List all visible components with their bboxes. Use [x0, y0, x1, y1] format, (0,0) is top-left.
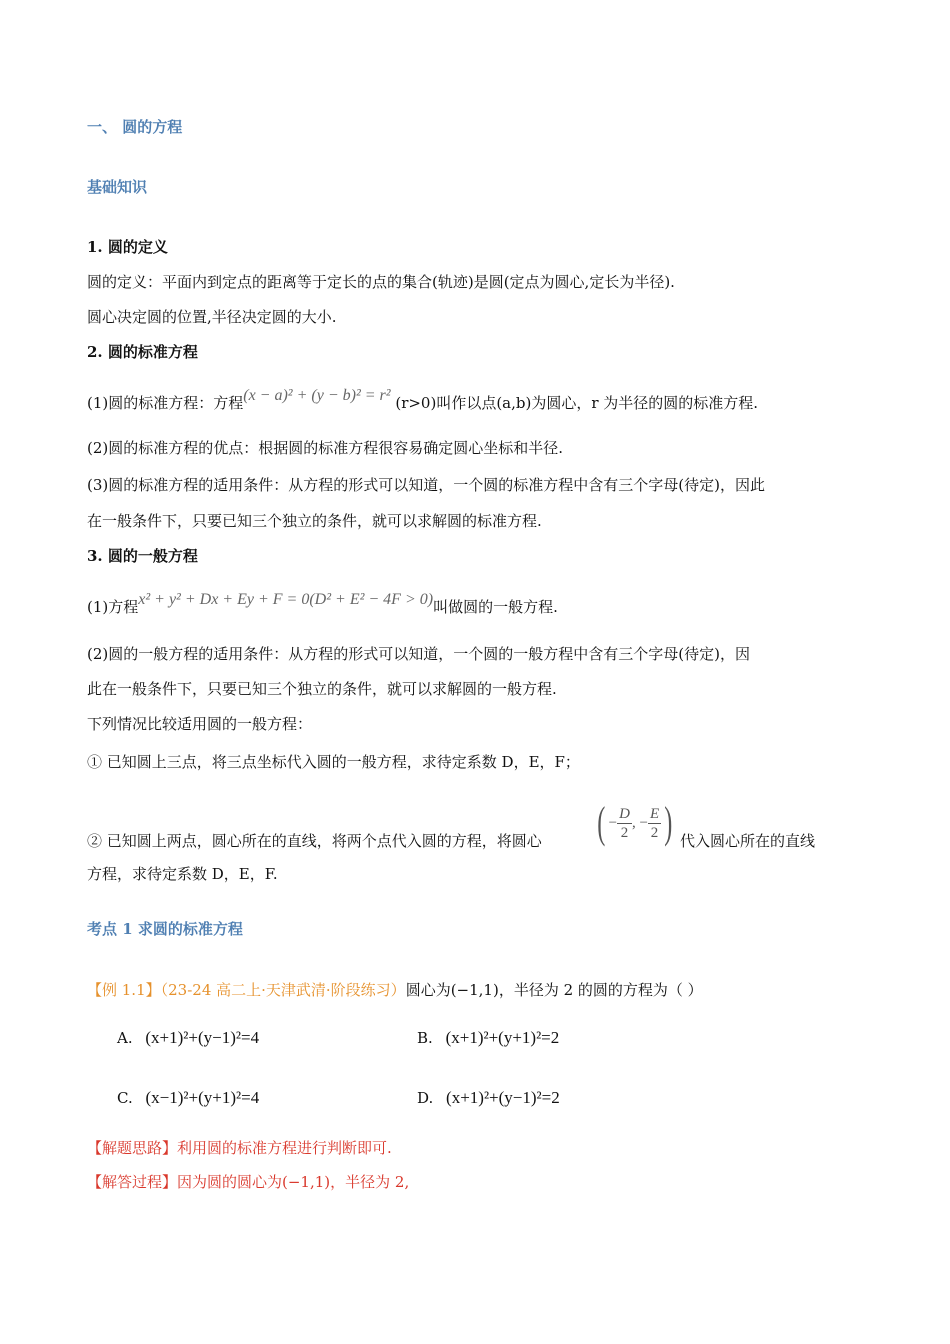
- solution-process-text: 因为圆的圆心为(−1,1)，半径为 2,: [177, 1173, 410, 1191]
- solution-idea: [87, 1137, 392, 1158]
- kaodian-title: 考点 1 求圆的标准方程: [87, 920, 243, 938]
- s3-p2-line1: (2)圆的一般方程的适用条件：从方程的形式可以知道，一个圆的一般方程中含有三个字母(待定)，因: [87, 645, 750, 663]
- general-equation-formula: x² + y² + Dx + Ey + F = 0(D² + E² − 4F > 0): [138, 591, 434, 608]
- option-label: A.: [117, 1029, 133, 1047]
- s2-p3-line2: 在一般条件下，只要已知三个独立的条件，就可以求解圆的标准方程.: [87, 512, 542, 530]
- option-equation: (x+1)²+(y+1)²=2: [445, 1028, 560, 1047]
- section-title: 一、 圆的方程: [87, 118, 183, 136]
- frac-d-over-2: $\frac{D}{2}$: [619, 805, 630, 841]
- s3-case2-suffix: 代入圆心所在的直线: [680, 832, 816, 850]
- example-source: （23-24 高二上·天津武清·阶段练习）: [160, 981, 406, 999]
- s3-p1: [87, 591, 558, 617]
- option-b[interactable]: [417, 1028, 559, 1048]
- s1-line1: 圆的定义：平面内到定点的距离等于定长的点的集合(轨迹)是圆(定点为圆心,定长为半径).: [87, 273, 675, 291]
- s2-p3-line1: (3)圆的标准方程的适用条件：从方程的形式可以知道，一个圆的标准方程中含有三个字母(待定)，因此: [87, 476, 765, 494]
- solution-process-tag: 【解答过程】: [87, 1173, 178, 1191]
- s2-title: 2. 圆的标准方程: [87, 343, 198, 361]
- s3-case2-line2: 方程，求待定系数 D，E，F.: [87, 865, 278, 883]
- example-question: 圆心为(−1,1)，半径为 2 的圆的方程为（ ）: [405, 981, 703, 999]
- example-tag: 【例 1.1】: [87, 981, 161, 999]
- s3-case1: ① 已知圆上三点，将三点坐标代入圆的一般方程，求待定系数 D，E，F；: [87, 753, 580, 771]
- option-equation: (x−1)²+(y+1)²=4: [145, 1088, 260, 1107]
- s2-p1: [87, 387, 759, 413]
- s1-line2: 圆心决定圆的位置,半径决定圆的大小.: [87, 308, 337, 326]
- solution-idea-text: 利用圆的标准方程进行判断即可.: [177, 1139, 392, 1157]
- s3-title: 3. 圆的一般方程: [87, 547, 198, 565]
- standard-equation-formula: (x − a)² + (y − b)² = r²: [243, 387, 391, 404]
- s2-p2: (2)圆的标准方程的优点：根据圆的标准方程很容易确定圆心坐标和半径.: [87, 439, 564, 457]
- example-question-line: [87, 979, 703, 1000]
- s3-p3: 下列情况比较适用圆的一般方程：: [87, 715, 313, 733]
- s1-title: 1. 圆的定义: [87, 238, 168, 256]
- s3-p1-suffix: 叫做圆的一般方程.: [433, 598, 558, 616]
- basic-heading: 基础知识: [87, 178, 148, 196]
- center-coordinates-formula: ( − $\frac{D}{2}$ , − $\frac{E}{2}$ ): [597, 798, 673, 847]
- option-equation: (x+1)²+(y−1)²=2: [446, 1088, 560, 1107]
- s2-p1-prefix: (1)圆的标准方程：方程: [87, 394, 244, 412]
- option-d[interactable]: [417, 1088, 560, 1108]
- option-label: D.: [417, 1089, 434, 1107]
- s3-p2-line2: 此在一般条件下，只要已知三个独立的条件，就可以求解圆的一般方程.: [87, 680, 557, 698]
- solution-process: [87, 1171, 409, 1192]
- option-equation: (x+1)²+(y−1)²=4: [145, 1028, 260, 1047]
- s2-p1-suffix: (r>0)叫作以点(a,b)为圆心，r 为半径的圆的标准方程.: [390, 394, 759, 412]
- solution-idea-tag: 【解题思路】: [87, 1139, 178, 1157]
- s3-p1-prefix: (1)方程: [87, 598, 139, 616]
- option-a[interactable]: [117, 1028, 259, 1048]
- option-label: C.: [117, 1089, 133, 1107]
- frac-e-over-2: $\frac{E}{2}$: [649, 805, 660, 841]
- option-label: B.: [417, 1029, 433, 1047]
- s3-case2-prefix: ② 已知圆上两点，圆心所在的直线，将两个点代入圆的方程，将圆心: [87, 832, 542, 850]
- option-c[interactable]: [117, 1088, 259, 1108]
